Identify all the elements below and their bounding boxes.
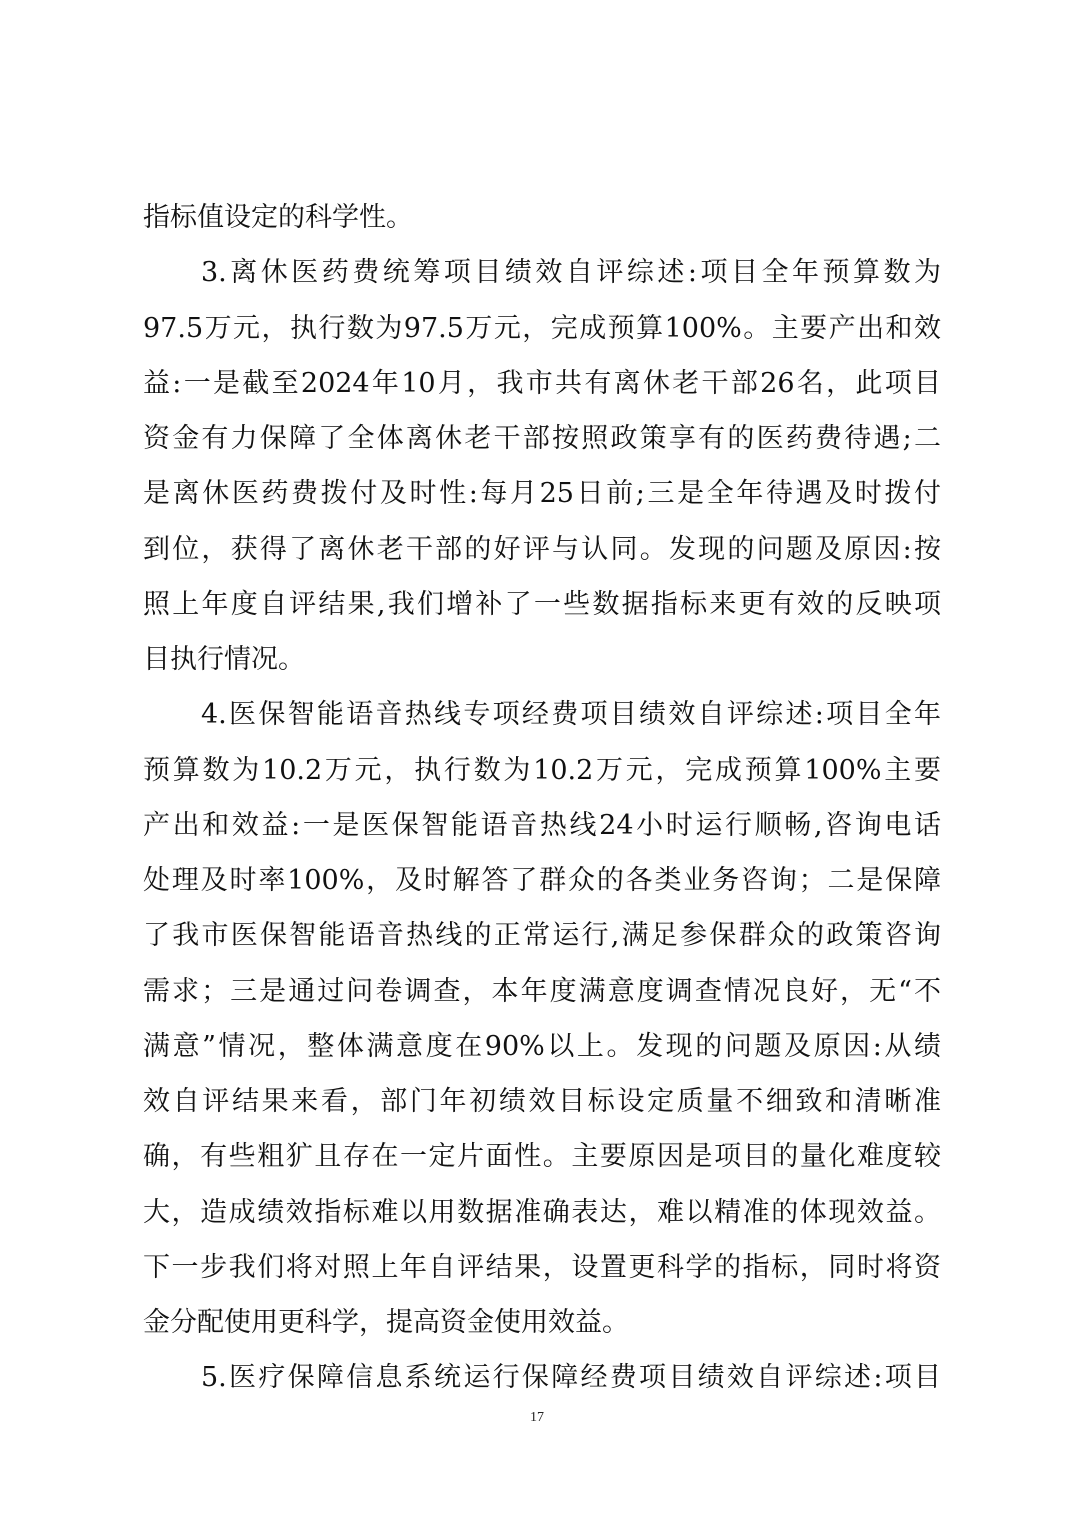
text-line: 目执行情况。 bbox=[143, 644, 305, 675]
text-line: 益:一是截至2024年10月，我市共有离休老干部26名，此项目 bbox=[143, 367, 941, 399]
body-text bbox=[143, 190, 941, 1406]
text-line: 5.医疗保障信息系统运行保障经费项目绩效自评综述:项目 bbox=[201, 1362, 941, 1394]
text-line: 产出和效益:一是医保智能语音热线24小时运行顺畅,咨询电话 bbox=[143, 809, 941, 841]
text-line: 确，有些粗犷且存在一定片面性。主要原因是项目的量化难度较 bbox=[143, 1141, 941, 1173]
text-line: 处理及时率100%，及时解答了群众的各类业务咨询；二是保障 bbox=[143, 865, 941, 896]
text-line: 金分配使用更科学，提高资金使用效益。 bbox=[143, 1307, 629, 1338]
text-line: 效自评结果来看，部门年初绩效目标设定质量不细致和清晰准 bbox=[143, 1086, 941, 1117]
text-line: 了我市医保智能语音热线的正常运行,满足参保群众的政策咨询 bbox=[143, 920, 941, 952]
text-line: 满意”情况，整体满意度在90%以上。发现的问题及原因:从绩 bbox=[143, 1030, 941, 1062]
text-line: 大，造成绩效指标难以用数据准确表达，难以精准的体现效益。 bbox=[143, 1196, 941, 1228]
text-line: 3.离休医药费统筹项目绩效自评综述:项目全年预算数为 bbox=[201, 257, 941, 289]
text-line: 预算数为10.2万元，执行数为10.2万元，完成预算100%主要 bbox=[143, 754, 941, 786]
text-line: 是离休医药费拨付及时性:每月25日前;三是全年待遇及时拨付 bbox=[143, 478, 941, 510]
text-line: 到位，获得了离休老干部的好评与认同。发现的问题及原因:按 bbox=[143, 533, 941, 565]
page-number: 17 bbox=[530, 1410, 544, 1425]
text-line: 4.医保智能语音热线专项经费项目绩效自评综述:项目全年 bbox=[201, 699, 941, 731]
text-line: 照上年度自评结果,我们增补了一些数据指标来更有效的反映项 bbox=[143, 588, 941, 620]
text-line: 下一步我们将对照上年自评结果，设置更科学的指标，同时将资 bbox=[143, 1251, 941, 1283]
text-line: 资金有力保障了全体离休老干部按照政策享有的医药费待遇;二 bbox=[143, 423, 941, 454]
text-line: 97.5万元，执行数为97.5万元，完成预算100%。主要产出和效 bbox=[143, 312, 941, 344]
text-line: 需求；三是通过问卷调查，本年度满意度调查情况良好，无“不 bbox=[143, 975, 941, 1007]
text-line: 指标值设定的科学性。 bbox=[143, 202, 413, 233]
